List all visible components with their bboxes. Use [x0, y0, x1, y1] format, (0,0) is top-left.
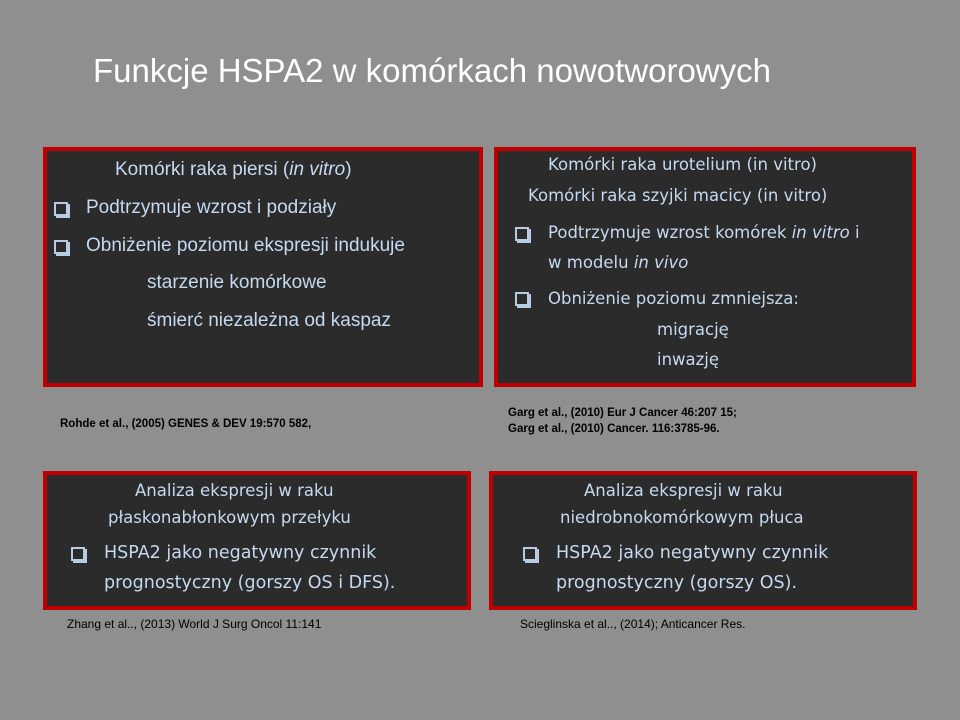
box4-bullet1: HSPA2 jako negatywny czynnik — [556, 543, 829, 563]
box2-bullet1: Podtrzymuje wzrost komórek in vitro i — [548, 223, 860, 242]
box1-heading: Komórki raka piersi (in vitro) — [115, 159, 352, 180]
box4-heading2: niedrobnokomórkowym płuca — [560, 508, 804, 527]
box2-sub2: inwazję — [657, 350, 720, 369]
box3-bullet1-line2: prognostyczny (gorszy OS i DFS). — [104, 573, 396, 593]
slide-title: Funkcje HSPA2 w komórkach nowotworowych — [93, 52, 771, 89]
checkbox-bullet-icon — [54, 240, 68, 254]
reference-rohde: Rohde et al., (2005) GENES & DEV 19:570 582, — [60, 418, 312, 430]
reference-scieglinska: Scieglinska et al.., (2014); Anticancer Res. — [520, 617, 746, 631]
box3-bullet1: HSPA2 jako negatywny czynnik — [104, 543, 377, 563]
checkbox-bullet-icon — [515, 292, 529, 306]
box3-heading1: Analiza ekspresji w raku — [135, 481, 334, 500]
box1-bullet2: Obniżenie poziomu ekspresji indukuje — [86, 235, 405, 256]
box1-sub2: śmierć niezależna od kaspaz — [147, 310, 391, 331]
box1-bullet1: Podtrzymuje wzrost i podziały — [86, 197, 337, 218]
box2-sub1: migrację — [657, 320, 729, 339]
reference-garg-2: Garg et al., (2010) Cancer. 116:3785-96. — [508, 423, 720, 435]
checkbox-bullet-icon — [71, 547, 85, 561]
box2-heading1: Komórki raka urotelium (in vitro) — [548, 155, 817, 174]
reference-zhang: Zhang et al.., (2013) World J Surg Oncol 11:141 — [67, 617, 322, 631]
box4-heading1: Analiza ekspresji w raku — [584, 481, 783, 500]
checkbox-bullet-icon — [515, 227, 529, 241]
box4-bullet1-line2: prognostyczny (gorszy OS). — [556, 573, 798, 593]
checkbox-bullet-icon — [54, 202, 68, 216]
box3-heading2: płaskonabłonkowym przełyku — [108, 508, 351, 527]
box2-bullet2: Obniżenie poziomu zmniejsza: — [548, 289, 799, 308]
box2-bullet1-line2: w modelu in vivo — [548, 253, 689, 272]
reference-garg-1: Garg et al., (2010) Eur J Cancer 46:207 15; — [508, 407, 737, 419]
box2-heading2: Komórki raka szyjki macicy (in vitro) — [528, 186, 828, 205]
breast-cancer-box — [43, 147, 483, 387]
box1-sub1: starzenie komórkowe — [147, 272, 327, 293]
checkbox-bullet-icon — [523, 547, 537, 561]
